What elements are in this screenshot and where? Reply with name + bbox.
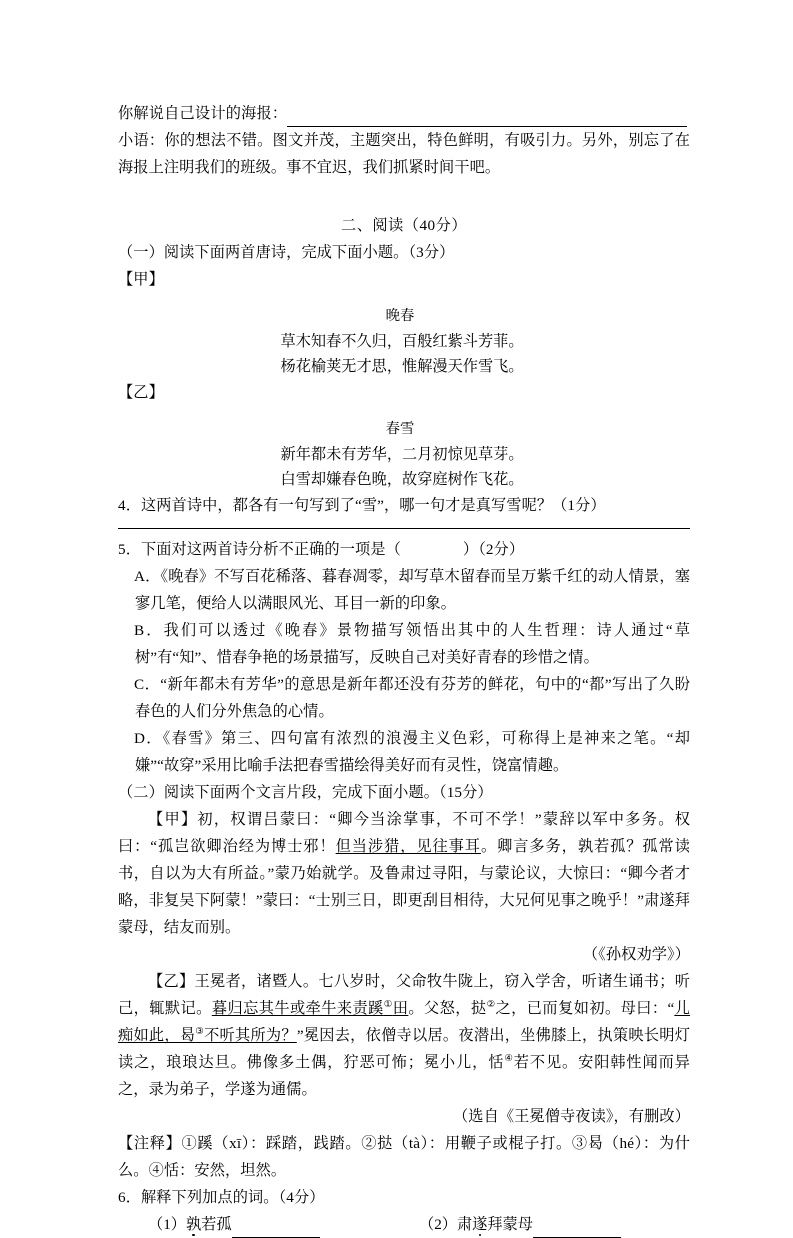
poem-jia-title: 晚春 [385,308,415,324]
footnote-marker-1: ① [383,999,393,1010]
question-5-stem-after: ）（2分） [462,541,525,558]
passage-jia-underline-1: 但当涉猎，见往事耳 [335,838,481,855]
poster-answer-blank[interactable] [287,109,687,127]
question-5-stem [118,536,690,563]
footnote-marker-4: ④ [504,1053,514,1064]
passage-jia-label: 【甲】 [148,811,198,828]
footnote-marker-2: ② [486,999,496,1010]
question-6-item-1-num: （1） [148,1216,186,1233]
question-6-item-2-dotted: 遂 [472,1216,488,1233]
question-6-item-2-before: 肃 [456,1216,473,1233]
question-6-item-2-blank[interactable] [533,1221,621,1238]
footnotes-text: ①蹊（xī）：踩踏，践踏。②挞（tà）：用鞭子或棍子打。③曷（hé）：为什么。④恬：安然，坦然。 [118,1135,690,1179]
passage-jia-seg2: 。卿言多务，孰若孤？孤常读书，自以为大有所益。”蒙乃始就学。及鲁肃过寻阳，与蒙论议，大惊曰：“卿今者才略，非复吴下阿蒙！”蒙曰：“士别三日，即更刮目相待，大兄何见事之晚乎！”肃遂拜蒙母，结友而别。 [118,838,690,936]
passage-jia [118,806,690,941]
poem-jia-line-1: 草木知春不久归，百般红紫斗芳菲。 [280,333,524,350]
passage-yi-seg2: 。父怒，挞 [408,1000,487,1017]
passage-yi-underline-2a: 儿痴如此，曷 [118,1000,690,1044]
passage-yi [118,968,690,1103]
passage-yi-label: 【乙】 [148,973,195,990]
section-heading: 二、阅读（40分） [341,217,467,234]
poem-yi-line-2: 白雪却嫌春色晚，故穿庭树作飞花。 [280,471,524,488]
poster-prompt-label: 你解说自己设计的海报： [118,105,288,122]
passage-yi-seg5: 若不见。安阳韩性闻而异之，录为弟子，学遂为通儒。 [118,1054,690,1098]
passage-jia-seg1: 初，权谓吕蒙曰：“卿今当涂掌事，不可不学！”蒙辞以军中多务。权曰：“孤岂欲卿治经为博士邪！ [118,811,690,855]
horizontal-divider [118,528,690,529]
spacer [118,181,690,212]
poem-yi-title: 春雪 [385,421,415,437]
passage-yi-underline-1b: 田 [392,1000,409,1017]
question-6-item-1 [148,1211,419,1238]
label-yi-poem: 【乙】 [118,384,164,401]
question-6-item-2-num: （2） [419,1216,457,1233]
label-jia-poem: 【甲】 [118,271,164,288]
question-5-option-a[interactable]: A．《晚春》不写百花稀落、暮春凋零，却写草木留春而呈万紫千红的动人情景，塞寥几笔，便给人以满眼风光、耳目一新的印象。 [134,568,690,612]
part-two-instruction: （二）阅读下面两个文言片段，完成下面小题。（15分） [118,784,493,801]
question-6-stem: 6．解释下列加点的词。（4分） [118,1189,325,1206]
passage-yi-underline-1 [212,1000,409,1017]
question-6-item-1-after: 若孤 [201,1216,232,1233]
passage-yi-seg3: 之，已而复如初。母曰：“ [495,1000,675,1017]
part-one-instruction: （一）阅读下面两首唐诗，完成下面小题。（3分） [118,244,455,261]
passage-yi-seg1: 王冕者，诸暨人。七八岁时，父命牧牛陇上，窃入学舍，听诸生诵书；听己，辄默记。 [118,973,690,1017]
question-6-item-1-dotted: 孰 [185,1216,202,1233]
footnotes-label: 【注释】 [118,1135,182,1152]
footnotes [118,1130,690,1184]
question-5-option-c[interactable]: C．“新年都未有芳华”的意思是新年都还没有芬芳的鲜花，句中的“都”写出了久盼春色的人们分外焦急的心情。 [134,676,690,720]
spacer [118,406,690,417]
question-6-items [118,1211,690,1238]
spacer [118,293,690,304]
question-6-item-1-blank[interactable] [232,1221,320,1238]
poster-prompt-row [118,100,690,127]
question-5-option-d[interactable]: D．《春雪》第三、四句富有浓烈的浪漫主义色彩，可称得上是神来之笔。“却嫌”“故穿”采用比喻手法把春雪描绘得美好而有灵性，饶富情趣。 [134,730,690,774]
passage-yi-source: （选自《王冕僧寺夜读》，有删改） [453,1108,690,1125]
footnote-marker-3: ③ [195,1026,205,1037]
passage-yi-underline-1a: 暮归忘其牛或牵牛来责蹊 [211,1000,384,1017]
poem-jia-line-2: 杨花榆荚无才思，惟解漫天作雪飞。 [280,358,524,375]
question-6-item-2 [419,1211,690,1238]
passage-jia-source: （《孙权劝学》） [582,946,690,963]
question-6-item-2-after: 拜蒙母 [487,1216,533,1233]
question-5-stem-before: 5．下面对这两首诗分析不正确的一项是（ [118,541,401,558]
passage-yi-seg4: ”冕因去，依僧寺以居。夜潜出，坐佛膝上，执策映长明灯读之，琅琅达旦。佛像多土偶，狞恶可怖；冕小儿，恬 [118,1027,691,1071]
poster-dialogue: 小语：你的想法不错。图文并茂，主题突出，特色鲜明，有吸引力。另外，别忘了在海报上注明我们的班级。事不宜迟，我们抓紧时间干吧。 [118,132,690,176]
question-5-option-b[interactable]: B．我们可以透过《晚春》景物描写领悟出其中的人生哲理：诗人通过“草树”有“知”、惜春争艳的场景描写，反映自己对美好青春的珍惜之情。 [134,622,690,666]
question-4: 4．这两首诗中，都各有一句写到了“雪”，哪一句才是真写雪呢？（1分） [118,497,606,514]
passage-yi-underline-2b: 不听其所为？ [204,1027,297,1044]
poem-yi-line-1: 新年都未有芳华，二月初惊见草芽。 [280,446,524,463]
